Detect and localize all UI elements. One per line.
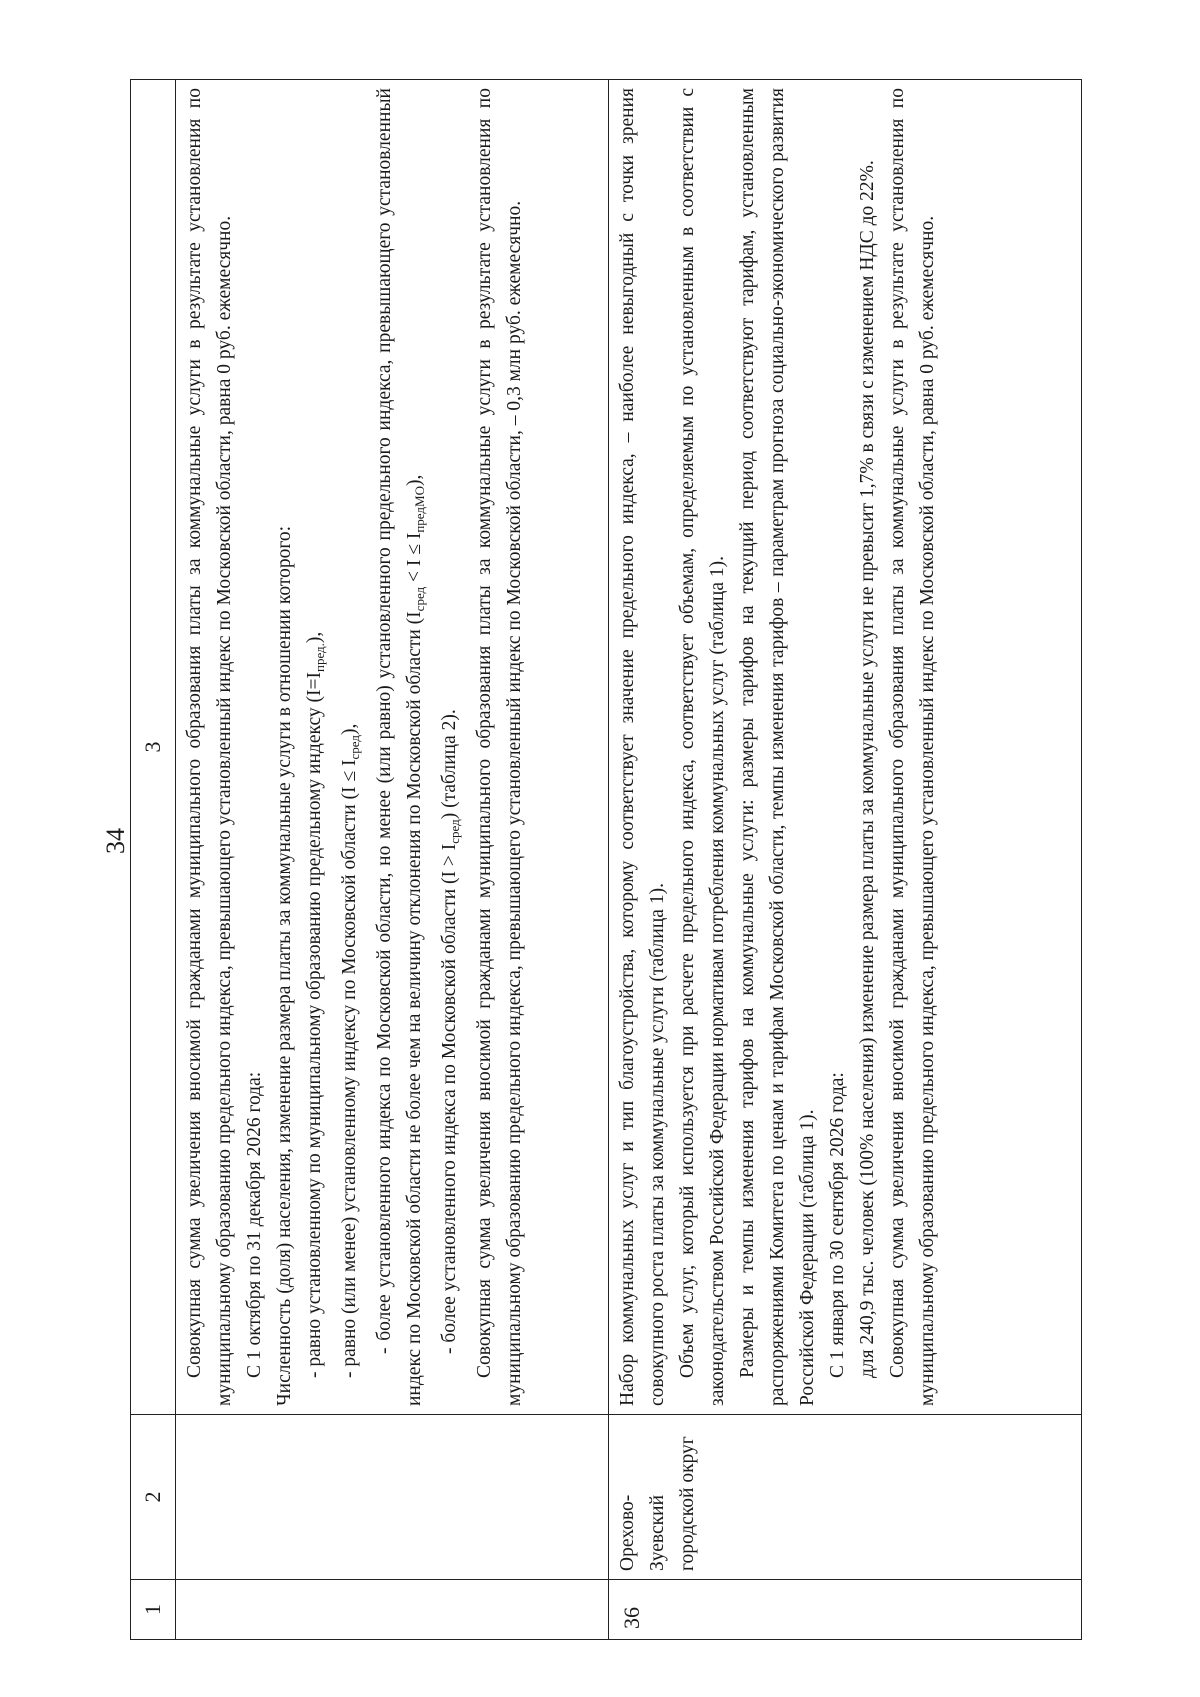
- paragraph: Совокупная сумма увеличения вносимой гражданами муниципального образования платы за коммунальные услуги в результате установления по муниципальному образованию предельного индекса, превышающего установленный индекс по Московской области, равна 0 руб. ежемесячно.: [184, 88, 235, 1406]
- paragraph: - более установленного индекса по Московской области $(I > I_{сред})$ (таблица 2).: [439, 709, 462, 1354]
- paragraph: С 1 января по 30 сентября 2026 года:: [827, 1072, 848, 1378]
- page-number: 34: [101, 828, 130, 854]
- description-cell: [176, 80, 609, 1415]
- paragraph: - более установленного индекса по Московской области, но менее (или равно) установленного предельного индекса, превышающего установленный индекс по Московской области не более чем на величину отклонения по Московской области $(I_{сред} < I \le I_{предМО})$,: [374, 88, 427, 1406]
- paragraph: - равно установленному по муниципальному образованию предельному индексу $(I=I_{пред.})$,: [304, 631, 327, 1378]
- entity-cell: [176, 1415, 609, 1580]
- column-header: 1: [131, 1580, 176, 1640]
- paragraph: Объем услуг, который используется при расчете предельного индекса, соответствует объемам, определяемым по установленным в соответствии с законодательством Российской Федерации нормативам потребления коммунальных услуг (таблица 1).: [677, 88, 728, 1406]
- paragraph: - равно (или менее) установленному индексу по Московской области $(I \le I_{сред})$,: [339, 723, 362, 1378]
- document-table: [130, 79, 1082, 1640]
- row-number: 36: [609, 1580, 1082, 1640]
- paragraph: Численность (доля) населения, изменение размера платы за коммунальные услуги в отношении которого:: [274, 525, 295, 1406]
- paragraph: С 1 октября по 31 декабря 2026 года:: [244, 1071, 265, 1378]
- paragraph: Набор коммунальных услуг и тип благоустройства, которому соответствует значение предельного индекса, – наиболее невыгодный с точки зрения совокупного роста платы за коммунальные услуги (таблица 1).: [617, 88, 668, 1406]
- paragraph: Совокупная сумма увеличения вносимой гражданами муниципального образования платы за коммунальные услуги в результате установления по муниципальному образованию предельного индекса, превышающего установленный индекс по Московской области, – 0,3 млн руб. ежемесячно.: [474, 88, 525, 1406]
- rotated-table: [130, 80, 1070, 1640]
- table-row: [609, 80, 1082, 1640]
- description-cell: [609, 80, 1082, 1415]
- paragraph: Совокупная сумма увеличения вносимой гражданами муниципального образования платы за коммунальные услуги в результате установления по муниципальному образованию предельного индекса, превышающего установленный индекс по Московской области, равна 0 руб. ежемесячно.: [887, 88, 938, 1406]
- table-header-row: [131, 80, 176, 1640]
- paragraph: для 240,9 тыс. человек (100% населения) изменение размера платы за коммунальные услуги не превысит 1,7% в связи с изменением НДС до 22%.: [857, 160, 878, 1378]
- entity-cell: Орехово-Зуевский городской округ: [609, 1415, 1082, 1580]
- column-header: 3: [131, 80, 176, 1415]
- row-number: [176, 1580, 609, 1640]
- column-header: 2: [131, 1415, 176, 1580]
- paragraph: Размеры и темпы изменения тарифов на коммунальные услуги: размеры тарифов на текущий период соответствуют тарифам, установленным распоряжениями Комитета по ценам и тарифам Московской области, темпы изменения тарифов – параметрам прогноза социально-экономического развития Российской Федерации (таблица 1).: [737, 88, 818, 1406]
- table-row: [176, 80, 609, 1640]
